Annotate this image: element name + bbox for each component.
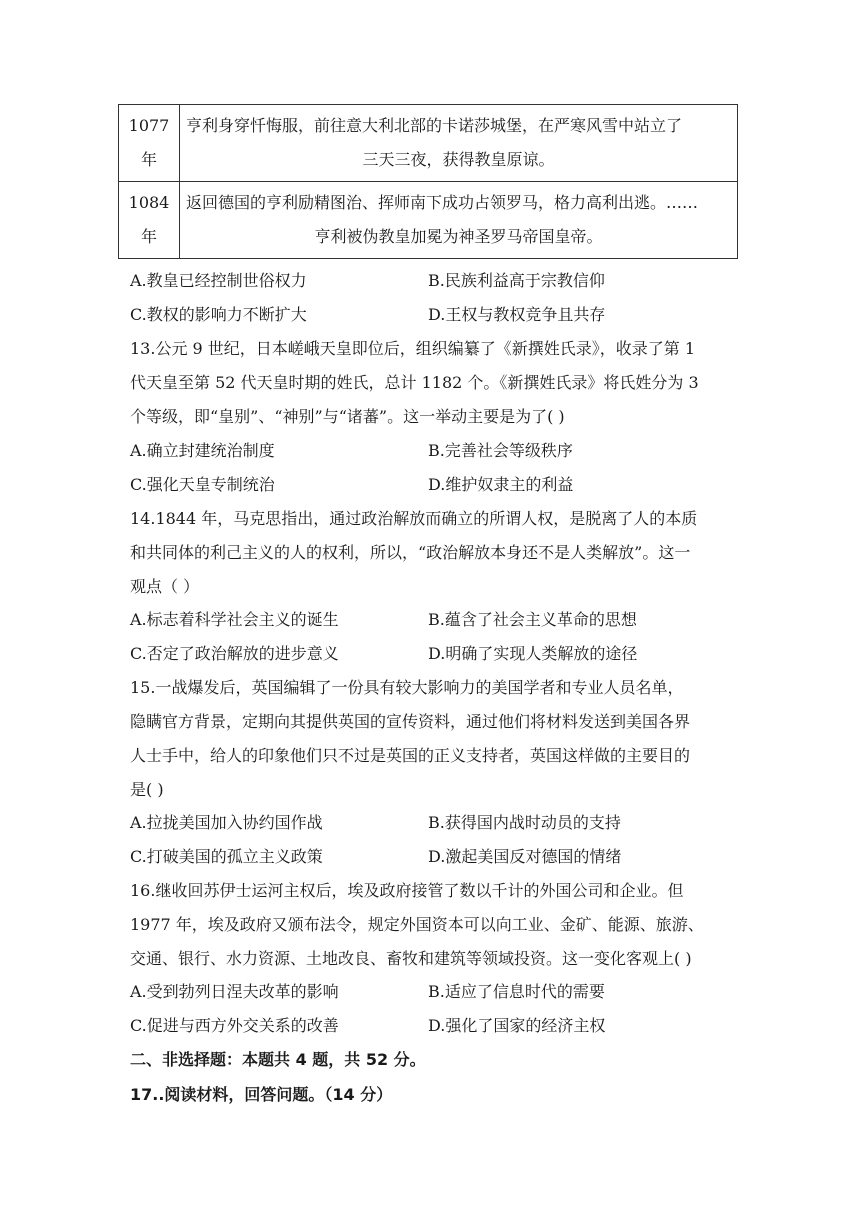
table-row [119,182,738,259]
q12-option-c[interactable]: C.教权的影响力不断扩大 [130,305,307,324]
q15-stem-line: 隐瞒官方背景，定期向其提供英国的宣传资料，通过他们将材料发送到美国各界 [130,712,691,731]
q15-option-d[interactable]: D.激起美国反对德国的情绪 [428,847,622,866]
q15-stem-line: 15.一战爆发后，英国编辑了一份具有较大影响力的美国学者和专业人员名单， [130,678,684,697]
q12-options-row-1 [130,266,730,296]
q16-stem-line: 交通、银行、水力资源、土地改良、畜牧和建筑等领域投资。这一变化客观上( ) [130,949,692,968]
q13-options-row-1 [130,436,730,466]
year-unit: 年 [140,150,157,169]
q14-option-b[interactable]: B.蕴含了社会主义革命的思想 [428,610,637,629]
table-row [119,105,738,182]
q13-option-c[interactable]: C.强化天皇专制统治 [130,475,275,494]
q14-stem-line: 14.1844 年，马克思指出，通过政治解放而确立的所谓人权，是脱离了人的本质 [130,509,698,528]
year-number: 1084 [128,193,170,212]
event-text-line: 三天三夜，获得教皇原谅。 [362,150,555,169]
q13-stem-line: 代天皇至第 52 代天皇时期的姓氏，总计 1182 个。《新撰姓氏录》将氏姓分为 3 [130,373,699,392]
q16-option-c[interactable]: C.促进与西方外交关系的改善 [130,1016,339,1035]
q14-stem-line: 观点（ ） [130,577,200,596]
q14-stem-line: 和共同体的利己主义的人的权利，所以，“政治解放本身还不是人类解放”。这一 [130,543,691,562]
year-cell [119,105,180,182]
q14-option-a[interactable]: A.标志着科学社会主义的诞生 [130,610,339,629]
q15-stem [130,671,730,807]
q17-heading: 17..阅读材料，回答问题。（14 分） [130,1085,393,1104]
year-cell [119,182,180,259]
section-heading: 二、非选择题：本题共 4 题，共 52 分。 [130,1050,426,1069]
q16-option-b[interactable]: B.适应了信息时代的需要 [428,982,605,1001]
q12-option-d[interactable]: D.王权与教权竞争且共存 [428,305,606,324]
q14-stem [130,502,730,604]
q15-options-row-1 [130,808,730,838]
q15-stem-line: 是( ) [130,780,164,799]
q12-options-row-2 [130,300,730,330]
q15-option-a[interactable]: A.拉拢美国加入协约国作战 [130,813,323,832]
q13-stem [130,332,730,434]
q14-options-row-1 [130,605,730,635]
q15-option-c[interactable]: C.打破美国的孤立主义政策 [130,847,323,866]
q16-stem [130,874,730,976]
q16-options-row-2 [130,1011,730,1041]
q15-stem-line: 人士手中，给人的印象他们只不过是英国的正义支持者，英国这样做的主要目的 [130,746,691,765]
q12-option-a[interactable]: A.教皇已经控制世俗权力 [130,271,307,290]
year-number: 1077 [128,116,170,135]
q13-stem-line: 个等级，即“皇别”、“神别”与“诸蕃”。这一举动主要是为了( ) [130,407,565,426]
q13-options-row-2 [130,470,730,500]
q14-option-d[interactable]: D.明确了实现人类解放的途径 [428,644,638,663]
q15-option-b[interactable]: B.获得国内战时动员的支持 [428,813,621,832]
event-text-line: 返回德国的亨利励精图治、挥师南下成功占领罗马，格力高利出逃。…… [186,193,699,212]
q16-option-d[interactable]: D.强化了国家的经济主权 [428,1016,606,1035]
event-text-line: 亨利被伪教皇加冕为神圣罗马帝国皇帝。 [314,227,603,246]
q13-option-a[interactable]: A.确立封建统治制度 [130,441,275,460]
q16-stem-line: 16.继收回苏伊士运河主权后，埃及政府接管了数以千计的外国公司和企业。但 [130,881,684,900]
events-table [118,104,738,259]
event-text-line: 亨利身穿忏悔服，前往意大利北部的卡诺莎城堡，在严寒风雪中站立了 [186,116,683,135]
q14-options-row-2 [130,639,730,669]
q16-option-a[interactable]: A.受到勃列日涅夫改革的影响 [130,982,339,1001]
event-cell [180,105,738,182]
q14-option-c[interactable]: C.否定了政治解放的进步意义 [130,644,339,663]
q13-option-b[interactable]: B.完善社会等级秩序 [428,441,573,460]
q16-options-row-1 [130,977,730,1007]
q12-option-b[interactable]: B.民族利益高于宗教信仰 [428,271,605,290]
q13-option-d[interactable]: D.维护奴隶主的利益 [428,475,574,494]
q13-stem-line: 13.公元 9 世纪，日本嵯峨天皇即位后，组织编纂了《新撰姓氏录》，收录了第 1 [130,339,696,358]
event-cell [180,182,738,259]
q15-options-row-2 [130,842,730,872]
q16-stem-line: 1977 年，埃及政府又颁布法令，规定外国资本可以向工业、金矿、能源、旅游、 [130,915,704,934]
year-unit: 年 [140,227,157,246]
